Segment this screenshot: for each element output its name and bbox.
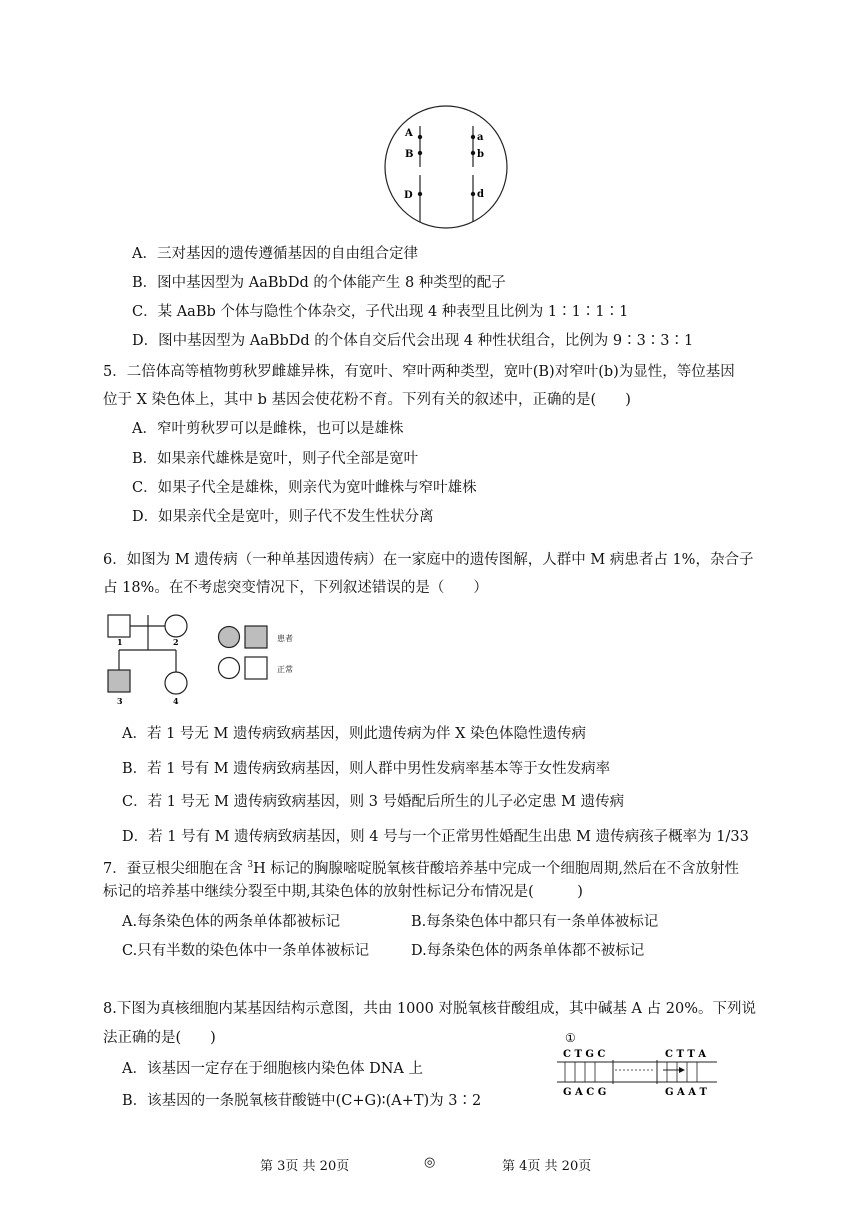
pedigree-id-1: 1 xyxy=(117,637,123,647)
q7-stem-line2: 标记的培养基中继续分裂至中期,其染色体的放射性标记分布情况是( ) xyxy=(103,884,583,900)
q7-stem-line1: 7．蚕豆根尖细胞在含 $^3$H 标记的胸腺嘧啶脱氧核苷酸培养基中完成一个细胞周期,然后在不含放射性 xyxy=(103,860,739,877)
pedigree-id-3: 3 xyxy=(117,696,123,706)
gene-label-d: d xyxy=(477,189,484,200)
gene-label-B: B xyxy=(405,149,414,160)
q8-option-b: B．该基因的一条脱氧核苷酸链中(C+G)∶(A+T)为 3∶2 xyxy=(122,1093,482,1109)
q6-stem-line2: 占 18%。在不考虑突变情况下，下列叙述错误的是（ ） xyxy=(103,580,488,596)
pedigree-id-2: 2 xyxy=(173,637,179,647)
q5-option-a: A．窄叶剪秋罗可以是雌株，也可以是雄株 xyxy=(132,421,404,437)
gene-label-D: D xyxy=(404,190,413,201)
q5-stem-line2: 位于 X 染色体上，其中 b 基因会使花粉不育。下列有关的叙述中，正确的是( ) xyxy=(103,392,631,408)
q4-option-c: C．某 AaBb 个体与隐性个体杂交，子代出现 4 种表型且比例为 1∶1∶1∶1 xyxy=(132,304,629,320)
dna-bottom-left: G A C G xyxy=(563,1087,607,1098)
q7-option-b: B.每条染色体中都只有一条单体被标记 xyxy=(411,914,659,930)
legend-normal-label: 正常 xyxy=(277,665,293,674)
footer-left-page: 第 3页 共 20页 xyxy=(260,1159,350,1174)
dna-structure-figure xyxy=(555,1030,730,1100)
dna-marker: ① xyxy=(565,1031,576,1045)
gene-label-b: b xyxy=(477,149,484,160)
footer-mid-symbol: ◎ xyxy=(424,1155,436,1170)
q4-option-d: D．图中基因型为 AaBbDd 的个体自交后代会出现 4 种性状组合，比例为 9∶3∶3∶1 xyxy=(132,333,694,349)
q7-option-c: C.只有半数的染色体中一条单体被标记 xyxy=(122,943,370,959)
q6-option-c: C．若 1 号无 M 遗传病致病基因，则 3 号婚配后所生的儿子必定患 M 遗传病 xyxy=(122,794,625,810)
q8-stem-line2: 法正确的是( ) xyxy=(103,1030,216,1046)
dna-top-right: C T T A xyxy=(665,1049,707,1060)
q6-option-a: A．若 1 号无 M 遗传病致病基因，则此遗传病为伴 X 染色体隐性遗传病 xyxy=(122,726,587,742)
q7-option-a: A.每条染色体的两条单体都被标记 xyxy=(122,914,341,930)
q8-stem-line1: 8.下图为真核细胞内某基因结构示意图，共由 1000 对脱氧核苷酸组成，其中碱基 A 占 20%。下列说 xyxy=(103,1001,756,1017)
q4-option-b: B．图中基因型为 AaBbDd 的个体能产生 8 种类型的配子 xyxy=(132,275,506,291)
gene-label-A: A xyxy=(405,128,413,139)
dna-bottom-right: G A A T xyxy=(665,1087,707,1098)
legend-affected-label: 患者 xyxy=(277,634,293,643)
q5-option-d: D．如果亲代全是宽叶，则子代不发生性状分离 xyxy=(132,509,434,525)
q7-option-d: D.每条染色体的两条单体都不被标记 xyxy=(411,943,645,959)
q8-option-a: A．该基因一定存在于细胞核内染色体 DNA 上 xyxy=(122,1061,423,1077)
q6-stem-line1: 6．如图为 M 遗传病（一种单基因遗传病）在一家庭中的遗传图解，人群中 M 病患者占 1%，杂合子 xyxy=(103,552,754,568)
footer-right-page: 第 4页 共 20页 xyxy=(502,1159,592,1174)
q5-stem-line1: 5．二倍体高等植物剪秋罗雌雄异株，有宽叶、窄叶两种类型，宽叶(B)对窄叶(b)为显性，等位基因 xyxy=(103,364,735,380)
pedigree-id-4: 4 xyxy=(173,696,179,706)
q6-option-d: D．若 1 号有 M 遗传病致病基因，则 4 号与一个正常男性婚配生出患 M 遗传病孩子概率为 1/33 xyxy=(122,829,749,845)
q5-option-b: B．如果亲代雄株是宽叶，则子代全部是宽叶 xyxy=(132,451,419,467)
q4-option-a: A．三对基因的遗传遵循基因的自由组合定律 xyxy=(132,246,418,262)
chromosome-figure xyxy=(383,104,509,230)
q5-option-c: C．如果子代全是雄株，则亲代为宽叶雌株与窄叶雄株 xyxy=(132,480,477,496)
q7-superscript: 3 xyxy=(247,860,254,870)
q6-option-b: B．若 1 号有 M 遗传病致病基因，则人群中男性发病率基本等于女性发病率 xyxy=(122,761,611,777)
dna-top-left: C T G C xyxy=(563,1049,606,1060)
gene-label-a: a xyxy=(477,132,484,143)
